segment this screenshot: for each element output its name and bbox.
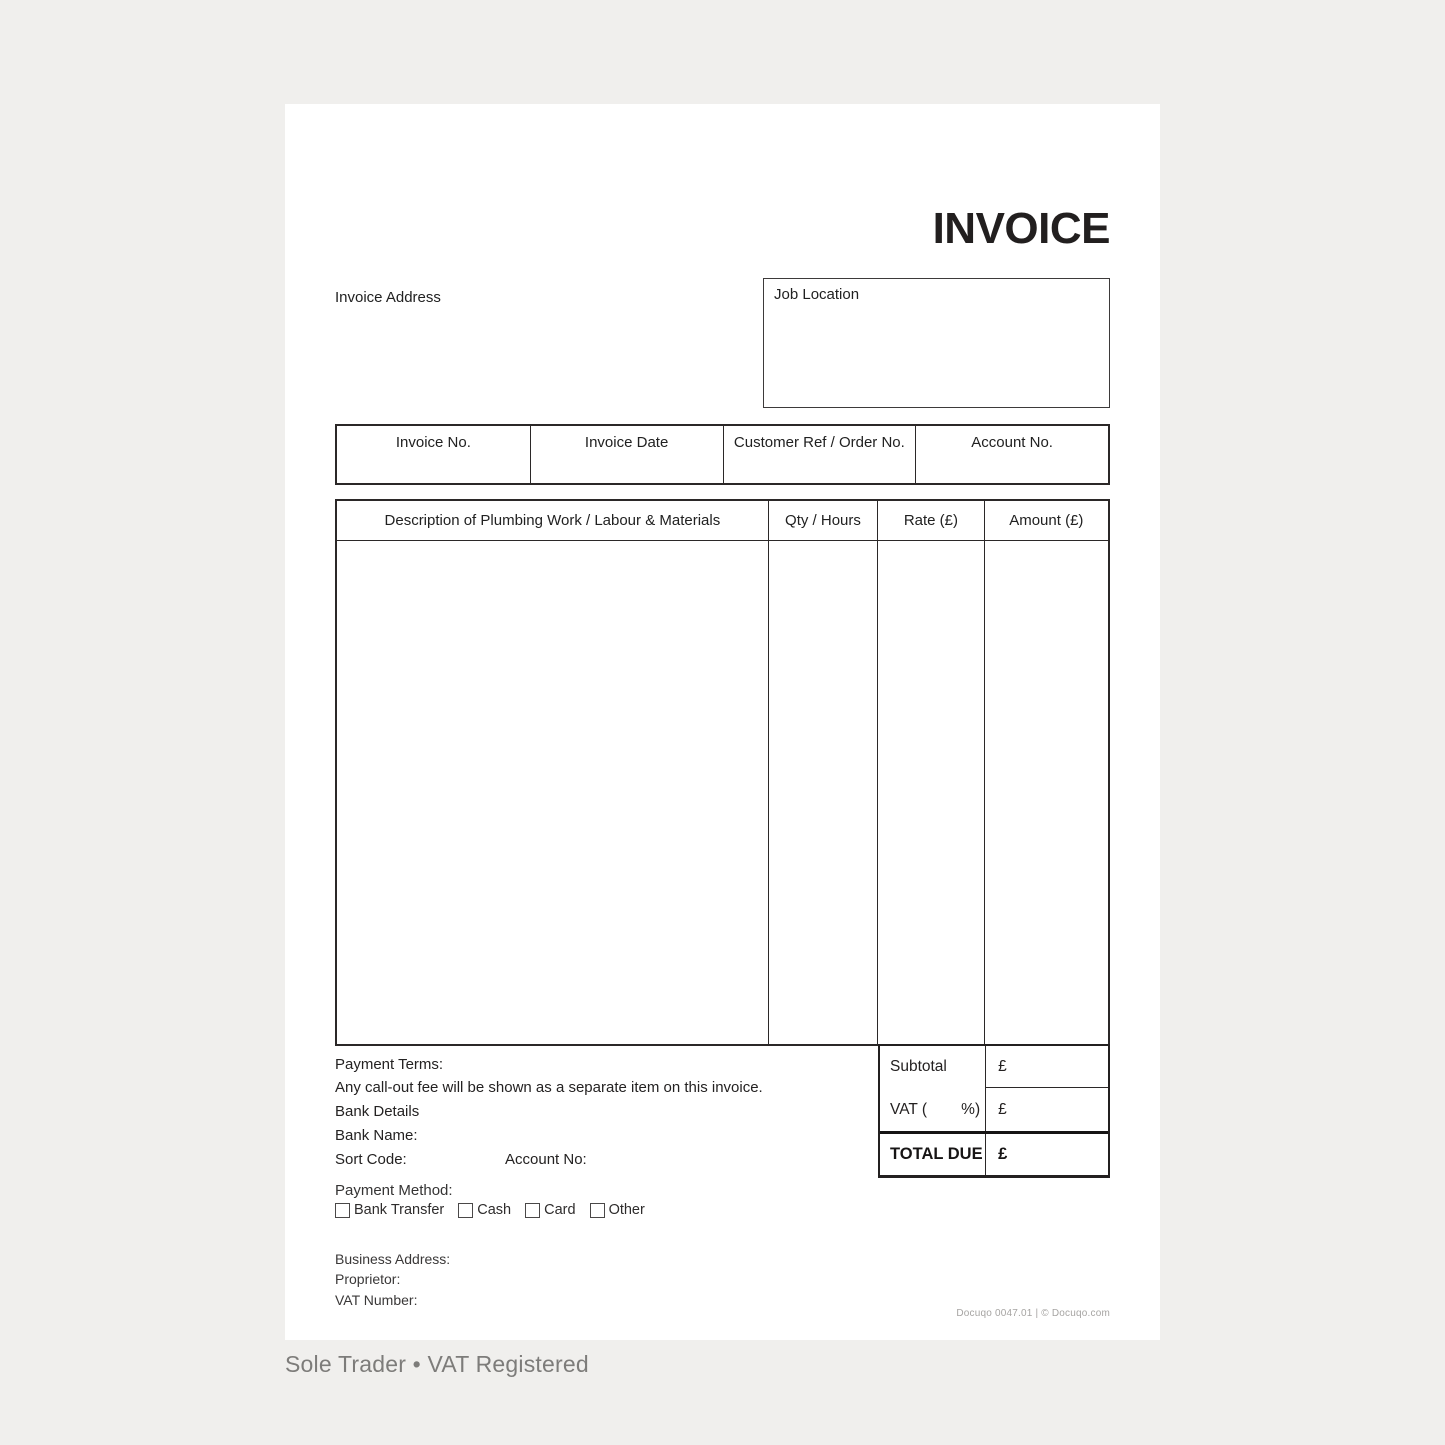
amount-column-field[interactable] bbox=[984, 541, 1108, 1044]
line-items-table bbox=[335, 499, 1110, 1046]
subtotal-amount-field[interactable] bbox=[985, 1046, 1108, 1088]
line-items-body bbox=[337, 541, 1108, 1044]
column-header-rate: Rate (£) bbox=[877, 501, 983, 540]
bank-transfer-checkbox[interactable] bbox=[335, 1203, 350, 1218]
product-caption: Sole Trader • VAT Registered bbox=[285, 1351, 589, 1377]
bank-name-label: Bank Name: bbox=[335, 1127, 418, 1144]
vat-number-label: VAT Number: bbox=[335, 1292, 418, 1308]
subtotal-label: Subtotal bbox=[890, 1058, 947, 1075]
page-title: INVOICE bbox=[932, 204, 1110, 253]
payment-method-cash bbox=[458, 1202, 511, 1218]
vat-currency-symbol: £ bbox=[998, 1100, 1007, 1118]
bank-account-no-label: Account No: bbox=[505, 1151, 587, 1168]
payment-terms-label: Payment Terms: bbox=[335, 1056, 444, 1073]
vat-label bbox=[880, 1088, 985, 1131]
totals-upper-rows bbox=[880, 1046, 1108, 1131]
other-checkbox[interactable] bbox=[590, 1203, 605, 1218]
payment-method-bank-transfer bbox=[335, 1202, 444, 1218]
line-items-header-row bbox=[337, 501, 1108, 541]
column-header-description: Description of Plumbing Work / Labour & Materials bbox=[384, 512, 721, 529]
callout-fee-note: Any call-out fee will be shown as a separate item on this invoice. bbox=[335, 1079, 763, 1096]
card-checkbox[interactable] bbox=[525, 1203, 540, 1218]
card-label: Card bbox=[544, 1202, 576, 1218]
other-label: Other bbox=[608, 1202, 645, 1218]
customer-ref-field[interactable]: Customer Ref / Order No. bbox=[723, 426, 916, 483]
description-column-field[interactable] bbox=[337, 541, 768, 1044]
column-header-qty-hours: Qty / Hours bbox=[768, 501, 877, 540]
vat-amount-field[interactable] bbox=[985, 1088, 1108, 1131]
payment-method-options bbox=[335, 1202, 645, 1218]
invoice-date-field[interactable]: Invoice Date bbox=[530, 426, 723, 483]
proprietor-label: Proprietor: bbox=[335, 1271, 401, 1287]
total-due-amount-field[interactable] bbox=[985, 1134, 1108, 1175]
total-due-label: TOTAL DUE bbox=[890, 1145, 983, 1163]
business-address-label: Business Address: bbox=[335, 1251, 451, 1267]
vat-label-open: VAT ( bbox=[890, 1100, 928, 1118]
subtotal-currency-symbol: £ bbox=[998, 1057, 1007, 1075]
column-header-amount: Amount (£) bbox=[984, 501, 1108, 540]
sort-code-label: Sort Code: bbox=[335, 1151, 407, 1168]
bank-transfer-label: Bank Transfer bbox=[354, 1202, 445, 1218]
invoice-document-page bbox=[285, 104, 1160, 1340]
payment-method-label: Payment Method: bbox=[335, 1182, 453, 1199]
qty-hours-column-field[interactable] bbox=[768, 541, 877, 1044]
bank-details-label: Bank Details bbox=[335, 1103, 420, 1120]
total-due-currency-symbol: £ bbox=[998, 1145, 1008, 1163]
document-credit-footer: Docuqo 0047.01 | © Docuqo.com bbox=[956, 1308, 1110, 1319]
totals-table bbox=[878, 1044, 1110, 1178]
invoice-meta-table bbox=[335, 424, 1110, 485]
payment-method-card bbox=[525, 1202, 575, 1218]
job-location-field[interactable] bbox=[763, 278, 1110, 408]
cash-checkbox[interactable] bbox=[458, 1203, 473, 1218]
rate-column-field[interactable] bbox=[877, 541, 983, 1044]
vat-label-close: %) bbox=[961, 1100, 981, 1118]
payment-method-other bbox=[590, 1202, 645, 1218]
cash-label: Cash bbox=[477, 1202, 512, 1218]
account-no-field[interactable]: Account No. bbox=[915, 426, 1108, 483]
total-due-row bbox=[880, 1131, 1108, 1175]
invoice-no-field[interactable]: Invoice No. bbox=[395, 434, 471, 451]
job-location-label: Job Location bbox=[774, 286, 860, 303]
invoice-address-label: Invoice Address bbox=[335, 289, 441, 306]
